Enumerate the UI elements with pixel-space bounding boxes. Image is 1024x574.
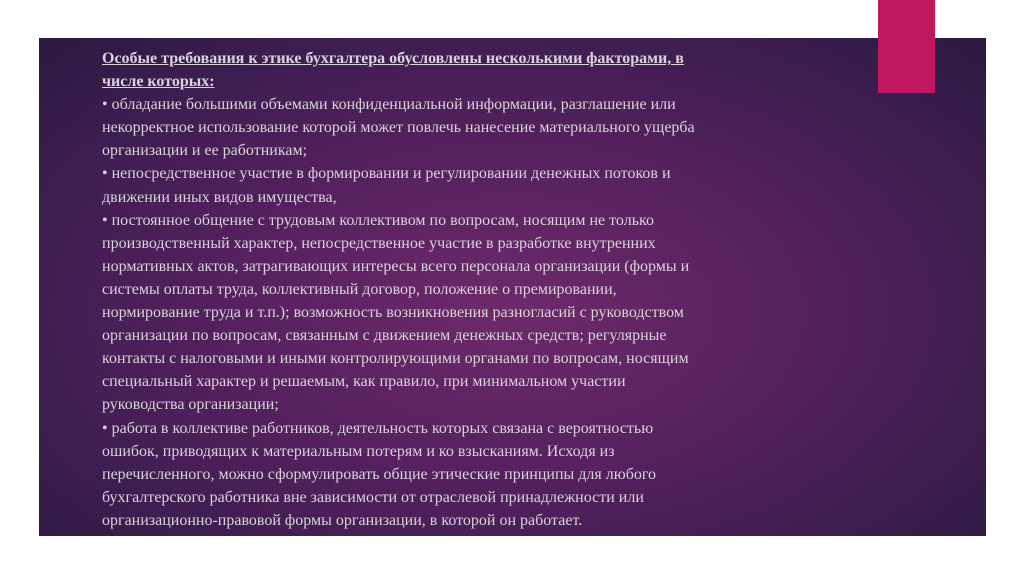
body-line: бухгалтерского работника вне зависимости от отраслевой принадлежности или	[102, 488, 644, 506]
body-line: некорректное использование которой может повлечь нанесение материального ущерба	[102, 119, 695, 137]
body-line: перечисленного, можно сформулировать общие этические принципы для любого	[102, 465, 656, 483]
body-line: • работа в коллективе работников, деятельность которых связана с вероятностью	[102, 419, 654, 437]
slide-text	[102, 47, 828, 532]
body-line: организации по вопросам, связанным с движением денежных средств; регулярные	[102, 327, 667, 345]
body-line: специальный характер и решаемым, как правило, при минимальном участии	[102, 373, 626, 391]
body-line: ошибок, приводящих к материальным потерям и ко взысканиям. Исходя из	[102, 442, 615, 460]
body-line: организации и ее работникам;	[102, 142, 308, 160]
body-line: • постоянное общение с трудовым коллективом по вопросам, носящим не только	[102, 211, 654, 229]
body-line: контакты с налоговыми и иными контролирующими органами по вопросам, носящим	[102, 350, 689, 368]
body-line: производственный характер, непосредственное участие в разработке внутренних	[102, 234, 656, 252]
body-line: • непосредственное участие в формировании и регулировании денежных потоков и	[102, 165, 671, 183]
body-line: нормирование труда и т.п.); возможность возникновения разногласий с руководством	[102, 304, 684, 322]
heading-line: числе которых:	[102, 73, 215, 91]
body-line: • обладание большими объемами конфиденциальной информации, разглашение или	[102, 96, 676, 114]
accent-bar	[878, 0, 935, 93]
body-line: системы оплаты труда, коллективный договор, положение о премировании,	[102, 280, 617, 298]
heading-line: Особые требования к этике бухгалтера обусловлены несколькими факторами, в	[102, 50, 684, 67]
body-line: руководства организации;	[102, 396, 279, 414]
body-line: нормативных актов, затрагивающих интересы всего персонала организации (формы и	[102, 257, 690, 275]
body-line: организационно-правовой формы организации, в которой он работает.	[102, 511, 583, 529]
body-line: движении иных видов имущества,	[102, 188, 337, 206]
